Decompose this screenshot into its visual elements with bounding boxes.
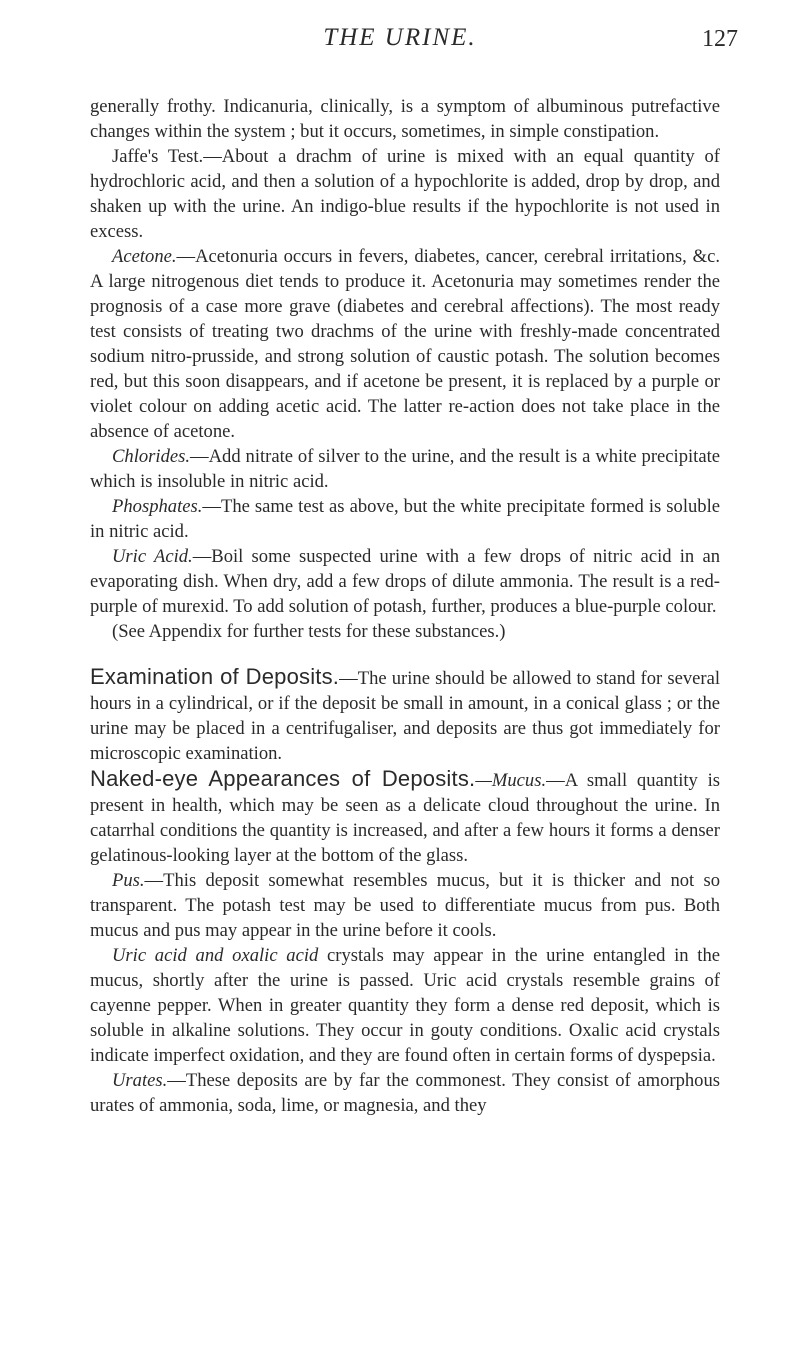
paragraph-uric-acid-test: Uric Acid.—Boil some suspected urine with a few drops of nitric acid in an evaporating dish. When dry, add a few drops of dilute ammonia. The result is a red-purple of murexid. To add solution of potash, further, produces a blue-purple colour. <box>90 546 720 617</box>
paragraph-uric-oxalic: Uric acid and oxalic acid crystals may appear in the urine entangled in the mucus, shortly after the urine is passed. Uric acid crystals resemble grains of cayenne pepper. When in greater quantity they form a dense red deposit, which is soluble in alkaline solutions. They occur in gouty conditions. Oxalic acid crystals indicate imperfect oxidation, and they are found often in certain forms of dyspepsia. <box>90 945 720 1066</box>
paragraph-acetone: Acetone.—Acetonuria occurs in fevers, diabetes, cancer, cerebral irritations, &c. A large nitrogenous diet tends to produce it. Acetonuria may sometimes render the prognosis of a case more grave (diabetes and cerebral affections). The most ready test consists of treating two drachms of the urine with freshly-made concentrated sodium nitro-prusside, and strong solution of caustic potash. The solution becomes red, but this soon disappears, and if acetone be present, it is replaced by a purple or violet colour on adding acetic acid. The latter re-action does not take place in the absence of acetone. <box>90 246 720 442</box>
section-heading-naked-eye: Naked-eye Appearances of Deposits. <box>90 766 476 791</box>
paragraph-phosphates: Phosphates.—The same test as above, but the white precipitate formed is soluble in nitric acid. <box>90 496 720 542</box>
body-text <box>90 94 720 1118</box>
urates-lead: Urates. <box>112 1070 168 1091</box>
section-heading-examination: Examination of Deposits. <box>90 664 340 689</box>
uric-acid-lead: Uric Acid. <box>112 546 193 567</box>
phosphates-lead: Phosphates. <box>112 496 203 517</box>
mucus-lead: —Mucus. <box>475 770 547 791</box>
acetone-lead: Acetone. <box>112 246 177 267</box>
pus-lead: Pus. <box>112 870 145 891</box>
paragraph-chlorides: Chlorides.—Add nitrate of silver to the urine, and the result is a white precipitate which is insoluble in nitric acid. <box>90 446 720 492</box>
paragraph-urates: Urates.—These deposits are by far the commonest. They consist of amorphous urates of ammonia, soda, lime, or magnesia, and they <box>90 1070 720 1116</box>
paragraph-examination-deposits: Examination of Deposits.—The urine should be allowed to stand for several hours in a cylindrical, or if the deposit be small in amount, in a conical glass ; or the urine may be placed in a centrifugaliser, and deposits are thus got immediately for microscopic examination. <box>90 664 720 764</box>
paragraph-indicanuria: generally frothy. Indicanuria, clinically, is a symptom of albuminous putrefactive changes within the system ; but it occurs, sometimes, in simple constipation. <box>90 96 720 142</box>
paragraph-naked-eye: Naked-eye Appearances of Deposits.—Mucus.—A small quantity is present in health, which may be seen as a delicate cloud throughout the urine. In catarrhal conditions the quantity is increased, and after a few hours it forms a denser gelatinous-looking layer at the bottom of the glass. <box>90 766 720 866</box>
running-title: THE URINE. <box>323 24 477 51</box>
chlorides-lead: Chlorides. <box>112 446 190 467</box>
paragraph-pus: Pus.—This deposit somewhat resembles mucus, but it is thicker and not so transparent. The potash test may be used to differentiate mucus from pus. Both mucus and pus may appear in the urine before it cools. <box>90 870 720 941</box>
uric-oxalic-lead: Uric acid and oxalic acid <box>112 945 319 966</box>
page-number: 127 <box>702 26 738 52</box>
paragraph-appendix-note: (See Appendix for further tests for these substances.) <box>112 621 506 642</box>
paragraph-jaffe-test: Jaffe's Test.—About a drachm of urine is mixed with an equal quantity of hydrochloric acid, and then a solution of a hypochlorite is added, drop by drop, and shaken up with the urine. An indigo-blue results if the hypochlorite is not used in excess. <box>90 146 720 242</box>
